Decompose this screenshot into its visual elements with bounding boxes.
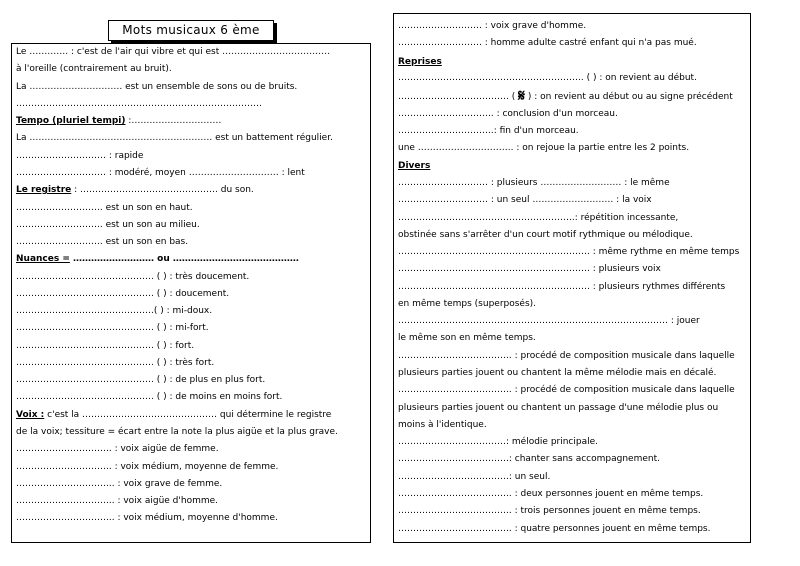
line-theme: ………………………………: mélodie principale.: [398, 437, 599, 447]
right-column: [393, 13, 751, 543]
line-ostinato-cont: obstinée sans s'arrêter d'un court motif rythmique ou mélodique.: [398, 230, 693, 240]
line-tenor: …………………………... : voix aigüe d'homme.: [16, 496, 219, 506]
line-grave: ……………………….. est un son en bas.: [16, 237, 189, 247]
line-tutti: ………………………… : plusieurs ……………………… : le même: [398, 178, 670, 188]
line-decresc: ………………………………………. ( ) : de moins en moins fort.: [16, 392, 283, 402]
line-canon: ……………………………….. : procédé de composition musicale dans laquelle: [398, 351, 735, 361]
line-basse: ………………………. : voix grave d'homme.: [398, 21, 587, 31]
line-aigu: ……………………….. est un son en haut.: [16, 203, 193, 213]
line-mezzo: ………………………….. : voix médium, moyenne de femme.: [16, 462, 279, 472]
line-fine: …………………………..: fin d'un morceau.: [398, 126, 579, 136]
line-medium: ……………………….. est un son au milieu.: [16, 220, 200, 230]
line-pulsation: La ……………………………………………………. est un battement régulier.: [16, 133, 333, 143]
line-mf: ………………………………………. ( ) : mi-fort.: [16, 323, 209, 333]
dal-segno-def: ) : on revient au début ou au signe précédent: [527, 92, 733, 102]
line-f: ………………………………………. ( ) : fort.: [16, 341, 195, 351]
line-imitation-cont: plusieurs parties jouent ou chantent un passage d'une mélodie plus ou: [398, 403, 719, 413]
line-pp: ………………………………………. ( ) : très doucement.: [16, 272, 250, 282]
dal-segno-blank: ………………………………. (: [398, 92, 516, 102]
tempo-heading: Tempo (pluriel tempi): [16, 116, 126, 126]
line-trio: ……………………………….. : trois personnes jouent en même temps.: [398, 506, 701, 516]
segno-icon: 𝄋: [518, 86, 525, 105]
line-coda: ………………………….. : conclusion d'un morceau.: [398, 109, 618, 119]
line-homorythmie: ………………………………………………………. : même rythme en même temps: [398, 247, 740, 257]
left-column: [11, 43, 371, 543]
line-tessiture: de la voix; tessiture = écart entre la note la plus aigüe et la plus grave.: [16, 427, 338, 437]
line-barre-reprise: une ………………………….. : on rejoue la partie entre les 2 points.: [398, 143, 690, 153]
line-cresc: ………………………………………. ( ) : de plus en plus fort.: [16, 375, 266, 385]
line-rapide: ………………………… : rapide: [16, 151, 144, 161]
voix-heading: Voix :: [16, 410, 45, 420]
nuances-heading: Nuances =: [16, 254, 70, 264]
line-son: Le …………. : c'est de l'air qui vibre et qui est ………………………………: [16, 47, 331, 57]
line-modere-lent: ………………………… : modéré, moyen ………………………… : lent: [16, 168, 305, 178]
line-blank: ……………………………………………………………………….: [16, 99, 262, 109]
registre-blank: : ………………………………………. du son.: [71, 185, 254, 195]
line-baryton: …………………………... : voix médium, moyenne d'homme.: [16, 513, 278, 523]
line-duo: ……………………………….. : deux personnes jouent en même temps.: [398, 489, 704, 499]
line-da-capo: …………………………………………………….. ( ) : on revient au début.: [398, 73, 697, 83]
line-ostinato: …………………………………………………..: répétition incessante,: [398, 213, 679, 223]
line-canon-cont: plusieurs parties jouent ou chantent la même mélodie mais en décalé.: [398, 368, 717, 378]
line-p: ………………………………………. ( ) : doucement.: [16, 289, 230, 299]
line-nuances: [16, 253, 299, 265]
worksheet-title: Mots musicaux 6 ème: [108, 20, 274, 41]
line-polyrythmie: ………………………………………………………. : plusieurs rythmes différents: [398, 282, 726, 292]
line-polyphonie: ………………………………………………………. : plusieurs voix: [398, 264, 661, 274]
line-alto: …………………………... : voix grave de femme.: [16, 479, 223, 489]
reprises-heading: Reprises: [398, 57, 442, 67]
line-unisson-cont: le même son en même temps.: [398, 333, 536, 343]
line-voix: [16, 409, 331, 421]
line-imitation: ……………………………….. : procédé de composition musicale dans laquelle: [398, 385, 735, 395]
line-imitation-cont2: moins à l'identique.: [398, 420, 487, 430]
nuances-blank: ……………………… ou ……………………………………: [69, 254, 299, 264]
voix-blank: c'est la ……………………………………… qui détermine le registre: [44, 410, 332, 420]
line-soprano: ………………………….. : voix aigüe de femme.: [16, 444, 219, 454]
line-ff: ………………………………………. ( ) : très fort.: [16, 358, 215, 368]
line-a-cappella: ……………………………….: chanter sans accompagnement.: [398, 454, 660, 464]
line-tempo: [16, 115, 221, 127]
line-quatuor: ……………………………….. : quatre personnes jouent en même temps.: [398, 524, 711, 534]
line-dal-segno: [398, 86, 733, 105]
line-mp: ……………………………………….( ) : mi-doux.: [16, 306, 213, 316]
line-solo: ………………………… : un seul ……………………… : la voix: [398, 195, 652, 205]
line-solo-2: ……………………………….: un seul.: [398, 472, 551, 482]
line-registre: [16, 184, 254, 196]
registre-heading: Le registre: [16, 185, 72, 195]
line-polyrythmie-cont: en même temps (superposés).: [398, 299, 537, 309]
line-castrat: ………………………. : homme adulte castré enfant qui n'a pas mué.: [398, 38, 697, 48]
divers-heading: Divers: [398, 161, 431, 171]
line-musique: La …………………………. est un ensemble de sons ou de bruits.: [16, 82, 298, 92]
tempo-blank: :…………………………: [125, 116, 222, 126]
line-unisson: ……………………………………………………………………………… : jouer: [398, 316, 700, 326]
line-son-cont: à l'oreille (contrairement au bruit).: [16, 64, 172, 74]
